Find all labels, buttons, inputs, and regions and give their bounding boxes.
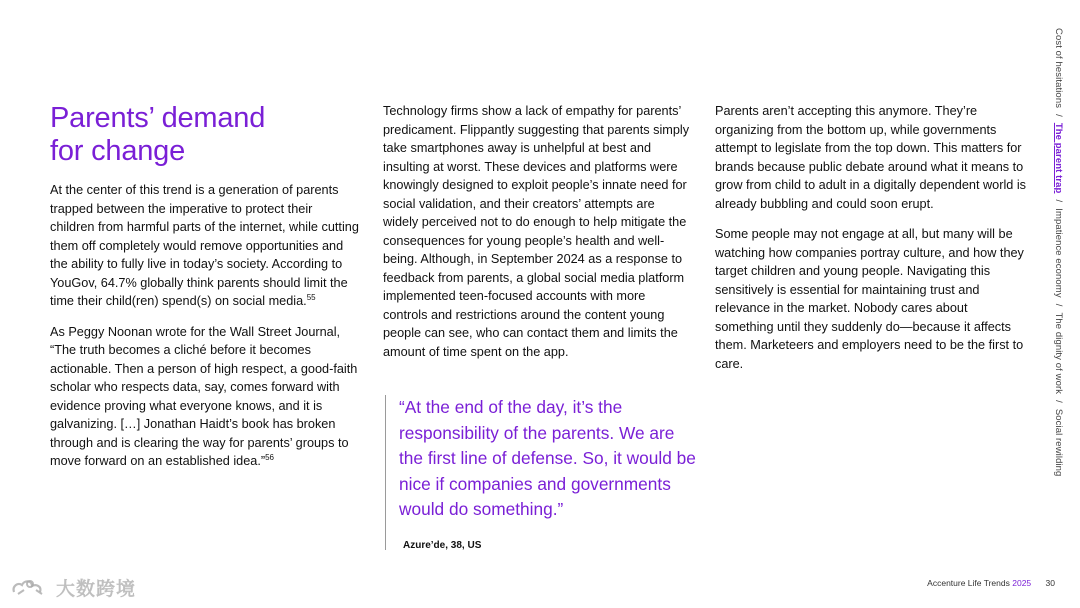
left-paragraph-2-text: As Peggy Noonan wrote for the Wall Street Journal, “The truth becomes a cliché before it becomes actionable. Then a person of high respect, a good-faith scholar who respects data, say, comes forward with evidence proving what everyone knows, and it is galvanizing. […] Jonathan Haidt’s book has broken through and is clearing the way for parents’ groups to move forward on an established idea.” bbox=[50, 324, 358, 468]
nav-separator: / bbox=[1053, 303, 1064, 307]
nav-item-the-parent-trap[interactable]: The parent trap bbox=[1053, 122, 1064, 194]
pull-quote bbox=[385, 395, 703, 550]
left-paragraph-1 bbox=[50, 181, 360, 311]
nav-item-social-rewilding[interactable]: Social rewilding bbox=[1053, 408, 1064, 477]
nav-separator: / bbox=[1053, 114, 1064, 117]
nav-item-the-dignity-of-work[interactable]: The dignity of work bbox=[1053, 312, 1064, 395]
middle-paragraph-1: Technology firms show a lack of empathy for parents’ predicament. Flippantly suggesting that parents simply take smartphones away is unhelpful at best and insulting at worst. These devices and platforms were knowingly designed to exploit people’s innate need for social validation, and their creators’ attempts are widely perceived not to do enough to help mitigate the consequences for young people’s health and well-being. Although, in September 2024 as a response to feedback from parents, a global social media platform implemented teen-focused accounts with more controls and restrictions around the content young people can see, who can contact them and limits the amount of time spent on the app. bbox=[383, 104, 690, 359]
footer-year: 2025 bbox=[1012, 578, 1032, 588]
right-paragraph-1: Parents aren’t accepting this anymore. They’re organizing from the bottom up, while governments attempt to legislate from the top down. This matters for brands because public debate around what it means to grow from child to adult in a digitally dependent world is already bubbling and could soon erupt. bbox=[715, 104, 1027, 211]
right-paragraph-2: Some people may not engage at all, but many will be watching how companies portray culture, and how they target children and young people. Navigating this sensitively is essential for maintaining trust and relevance in the market. Nobody cares about something until they suddenly do—because it affects them. Marketeers and employers need to be the first to care. bbox=[715, 227, 1024, 371]
page-title-line-2: for change bbox=[50, 135, 186, 167]
right-column bbox=[715, 102, 1027, 385]
footnote-ref-56[interactable]: 56 bbox=[265, 452, 275, 462]
watermark-text: 大数跨境 bbox=[56, 579, 137, 600]
page-number: 30 bbox=[1045, 578, 1055, 588]
page-title-line-1: Parents’ demand bbox=[50, 102, 266, 134]
footer-publication: Accenture Life Trends bbox=[927, 578, 1010, 588]
nav-separator: / bbox=[1053, 199, 1064, 203]
nav-item-impatience-economy[interactable]: Impatience economy bbox=[1053, 208, 1064, 298]
watermark bbox=[10, 574, 136, 601]
page-footer bbox=[927, 578, 1055, 588]
left-paragraph-2 bbox=[50, 323, 360, 471]
page-title bbox=[50, 102, 350, 168]
nav-separator: / bbox=[1053, 400, 1064, 403]
watermark-logo-icon bbox=[10, 576, 50, 600]
section-nav-track bbox=[1053, 28, 1064, 476]
nav-item-cost-of-hesitations[interactable]: Cost of hesitations bbox=[1053, 28, 1064, 109]
left-paragraph-1-text: At the center of this trend is a generation of parents trapped between the imperative to protect their children from harmful parts of the internet, while cutting them off completely would remove opportunities and the ability to fully live in today’s society. According to YouGov, 64.7% globally think parents should limit the time their child(ren) spend(s) on social media. bbox=[50, 183, 359, 308]
footnote-ref-55[interactable]: 55 bbox=[306, 292, 316, 302]
pull-quote-attribution: Azure’de, 38, US bbox=[403, 539, 482, 551]
left-column bbox=[50, 181, 360, 483]
pull-quote-text: “At the end of the day, it’s the responsibility of the parents. We are the first line of defense. So, it would be nice if companies and governments would do something.” bbox=[399, 397, 696, 519]
section-nav bbox=[1046, 28, 1070, 508]
middle-column bbox=[383, 102, 693, 373]
